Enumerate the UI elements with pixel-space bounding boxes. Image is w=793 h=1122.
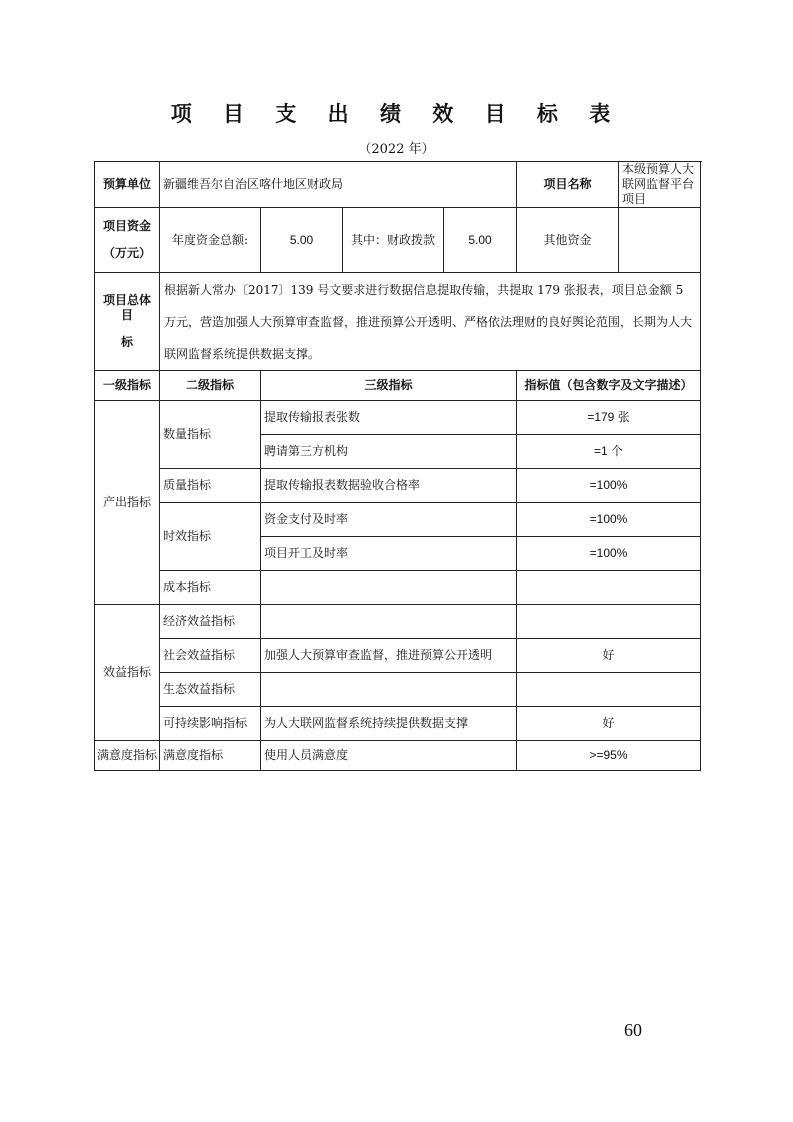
indicator-name: 资金支付及时率 bbox=[261, 503, 517, 537]
indicator-name: 提取传输报表张数 bbox=[261, 401, 517, 435]
performance-target-table bbox=[94, 161, 701, 771]
satisfaction-indicator-label: 满意度指标 bbox=[95, 741, 160, 771]
goal-label bbox=[95, 273, 160, 371]
output-indicator-label: 产出指标 bbox=[95, 401, 160, 605]
indicator-name: 加强人大预算审查监督，推进预算公开透明 bbox=[261, 639, 517, 673]
indicator-value bbox=[517, 673, 701, 707]
header-row bbox=[95, 162, 701, 208]
indicator-value bbox=[517, 605, 701, 639]
table-row bbox=[95, 605, 701, 639]
goal-row bbox=[95, 273, 701, 371]
indicator-name: 使用人员满意度 bbox=[261, 741, 517, 771]
annual-total-value: 5.00 bbox=[261, 208, 343, 273]
economic-indicator-label: 经济效益指标 bbox=[160, 605, 261, 639]
fiscal-value: 5.00 bbox=[444, 208, 517, 273]
indicator-value: 好 bbox=[517, 707, 701, 741]
table-row bbox=[95, 503, 701, 537]
funds-label bbox=[95, 208, 160, 273]
project-name-label: 项目名称 bbox=[517, 162, 619, 208]
annual-total-label: 年度资金总额: bbox=[160, 208, 261, 273]
social-indicator-label: 社会效益指标 bbox=[160, 639, 261, 673]
funds-row bbox=[95, 208, 701, 273]
goal-label-line1: 项目总体目 bbox=[102, 293, 151, 322]
table-row bbox=[95, 469, 701, 503]
indicator-name: 聘请第三方机构 bbox=[261, 435, 517, 469]
indicator-value: =179 张 bbox=[517, 401, 701, 435]
cost-indicator-label: 成本指标 bbox=[160, 571, 261, 605]
funds-label-line2: （万元） bbox=[102, 246, 151, 260]
indicator-header-row bbox=[95, 371, 701, 401]
indicator-value: =100% bbox=[517, 503, 701, 537]
indicator-value: 好 bbox=[517, 639, 701, 673]
ecological-indicator-label: 生态效益指标 bbox=[160, 673, 261, 707]
table-row bbox=[95, 639, 701, 673]
satisfaction-sub-label: 满意度指标 bbox=[160, 741, 261, 771]
sustainable-indicator-label: 可持续影响指标 bbox=[160, 707, 261, 741]
table-row bbox=[95, 571, 701, 605]
benefit-indicator-label: 效益指标 bbox=[95, 605, 160, 741]
indicator-name bbox=[261, 673, 517, 707]
page-number: 60 bbox=[624, 1020, 642, 1040]
other-funds-label: 其他资金 bbox=[517, 208, 619, 273]
table-row bbox=[95, 401, 701, 435]
level2-header: 二级指标 bbox=[160, 371, 261, 401]
indicator-name: 提取传输报表数据验收合格率 bbox=[261, 469, 517, 503]
budget-unit-label: 预算单位 bbox=[95, 162, 160, 208]
level1-header: 一级指标 bbox=[95, 371, 160, 401]
table-row bbox=[95, 673, 701, 707]
indicator-name: 项目开工及时率 bbox=[261, 537, 517, 571]
quality-indicator-label: 质量指标 bbox=[160, 469, 261, 503]
table-row bbox=[95, 741, 701, 771]
quantity-indicator-label: 数量指标 bbox=[160, 401, 261, 469]
level3-header: 三级指标 bbox=[261, 371, 517, 401]
timeliness-indicator-label: 时效指标 bbox=[160, 503, 261, 571]
indicator-value bbox=[517, 571, 701, 605]
indicator-value: =1 个 bbox=[517, 435, 701, 469]
indicator-value: =100% bbox=[517, 537, 701, 571]
other-funds-value bbox=[619, 208, 701, 273]
fiscal-label: 其中：财政拨款 bbox=[343, 208, 444, 273]
indicator-name: 为人大联网监督系统持续提供数据支撑 bbox=[261, 707, 517, 741]
indicator-name bbox=[261, 605, 517, 639]
indicator-name bbox=[261, 571, 517, 605]
project-name-value: 本级预算人大联网监督平台项目 bbox=[619, 162, 701, 208]
funds-label-line1: 项目资金 bbox=[102, 219, 151, 233]
table-row bbox=[95, 707, 701, 741]
goal-text: 根据新人常办〔2017〕139 号文要求进行数据信息提取传输，共提取 179 张报表，项目总金额 5 万元，营造加强人大预算审查监督，推进预算公开透明、严格依法理财的良好舆论范围，长期为人大联网监督系统提供数据支撑。 bbox=[160, 273, 701, 371]
document-title: 项 目 支 出 绩 效 目 标 表 bbox=[170, 102, 623, 126]
document-year: （2022 年） bbox=[358, 142, 435, 157]
goal-label-line2: 标 bbox=[120, 335, 133, 349]
budget-unit-value: 新疆维吾尔自治区喀什地区财政局 bbox=[160, 162, 517, 208]
indicator-value: =100% bbox=[517, 469, 701, 503]
indicator-value: >=95% bbox=[517, 741, 701, 771]
value-header: 指标值（包含数字及文字描述） bbox=[517, 371, 701, 401]
